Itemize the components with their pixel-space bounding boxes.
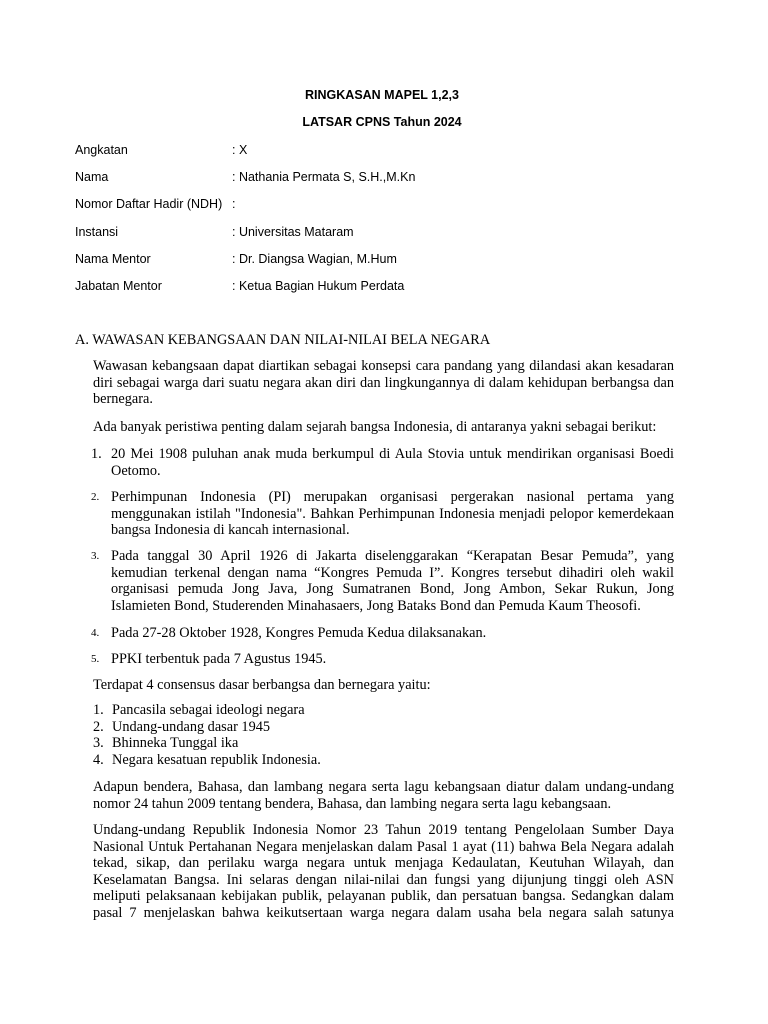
info-label: Jabatan Mentor — [75, 279, 162, 293]
section-heading: A. WAWASAN KEBANGSAAN DAN NILAI-NILAI BELA NEGARA — [75, 332, 491, 348]
consensus-list — [75, 702, 674, 768]
info-value: : — [232, 197, 236, 211]
list-item — [75, 651, 674, 668]
list-number: 1. — [93, 702, 104, 718]
list-number: 4. — [93, 751, 104, 768]
document-title: RINGKASAN MAPEL 1,2,3 — [305, 88, 459, 102]
paragraph-consensus-intro — [93, 677, 674, 694]
info-row-jabatan-mentor — [75, 279, 695, 297]
info-value: : Ketua Bagian Hukum Perdata — [232, 279, 405, 293]
list-number: 4. — [91, 627, 100, 639]
info-label: Instansi — [75, 225, 119, 239]
info-row-angkatan — [75, 143, 695, 161]
paragraph-text: Ada banyak peristiwa penting dalam sejarah bangsa Indonesia, di antaranya yakni sebagai berikut: — [93, 419, 657, 435]
paragraph-text: Terdapat 4 consensus dasar berbangsa dan bernegara yaitu: — [93, 677, 431, 693]
info-value: : Universitas Mataram — [232, 225, 354, 239]
list-number: 2. — [93, 718, 104, 735]
list-item-text: Pada 27-28 Oktober 1928, Kongres Pemuda Kedua dilaksanakan. — [111, 625, 487, 641]
list-number: 3. — [91, 550, 100, 562]
paragraph-bela-negara — [93, 822, 674, 921]
list-item-text: PPKI terbentuk pada 7 Agustus 1945. — [111, 651, 327, 667]
list-item — [75, 489, 674, 539]
info-label: Nama — [75, 170, 109, 184]
list-item-text: Bhinneka Tunggal ika — [112, 735, 239, 751]
list-item — [75, 702, 674, 719]
list-number: 1. — [91, 446, 102, 462]
list-item-text: Pancasila sebagai ideologi negara — [112, 702, 305, 718]
list-number: 3. — [93, 735, 104, 751]
list-item — [75, 548, 674, 614]
paragraph-wawasan — [93, 358, 674, 408]
info-row-nama-mentor — [75, 252, 695, 270]
list-item — [75, 735, 674, 752]
list-number: 5. — [91, 653, 100, 665]
info-value: : Dr. Diangsa Wagian, M.Hum — [232, 252, 397, 266]
paragraph-bendera — [93, 779, 674, 812]
info-row-nama — [75, 170, 695, 188]
info-value: : X — [232, 143, 248, 157]
info-label: Angkatan — [75, 143, 128, 157]
info-row-ndh — [75, 197, 695, 215]
info-row-instansi — [75, 225, 695, 243]
list-item-text: 20 Mei 1908 puluhan anak muda berkumpul di Aula Stovia untuk mendirikan organisasi Boedi Oetomo. — [111, 446, 674, 479]
paragraph-text: Wawasan kebangsaan dapat diartikan sebagai konsepsi cara pandang yang dilandasi akan kesadaran diri sebagai warga dari suatu negara akan diri dan lingkungannya di dalam kehidupan berbangsa dan bernegara. — [93, 358, 674, 407]
list-item — [75, 752, 674, 769]
info-label: Nomor Daftar Hadir (NDH) — [75, 197, 223, 211]
paragraph-peristiwa — [93, 419, 674, 436]
paragraph-text: Undang-undang Republik Indonesia Nomor 23 Tahun 2019 tentang Pengelolaan Sumber Daya Nasional Untuk Pertahanan Negara menjelaskan dalam Pasal 1 ayat (11) bahwa Bela Negara adalah tekad, sikap, dan perilaku warga negara untuk menjaga Kedaulatan, Keutuhan Wilayah, dan Keselamatan Bangsa. Ini selaras dengan nilai-nilai dan fungsi yang dijunjung tinggi oleh ASN meliputi pelaksanaan kebijakan publik, pelayanan publik, dan persatuan bangsa. Sedangkan dalam pasal 7 menjelaskan bahwa keikutsertaan warga negara dalam usaha bela negara salah satunya — [93, 822, 674, 921]
list-item — [75, 719, 674, 736]
list-item-text: Perhimpunan Indonesia (PI) merupakan organisasi pergerakan nasional pertama yang menggunakan istilah "Indonesia". Bahkan Perhimpunan Indonesia menjadi pelopor kemerdekaan bangsa Indonesia di kancah internasional. — [111, 489, 674, 538]
paragraph-text: Adapun bendera, Bahasa, dan lambang negara serta lagu kebangsaan diatur dalam undang-undang nomor 24 tahun 2009 tentang bendera, Bahasa, dan lambing negara serta lagu kebangsaan. — [93, 779, 674, 812]
list-item-text: Undang-undang dasar 1945 — [112, 718, 271, 735]
info-value: : Nathania Permata S, S.H.,M.Kn — [232, 170, 416, 184]
list-item — [75, 625, 674, 642]
info-label: Nama Mentor — [75, 252, 151, 266]
document-subtitle: LATSAR CPNS Tahun 2024 — [302, 115, 462, 129]
list-item-text: Negara kesatuan republik Indonesia. — [112, 751, 321, 768]
list-item — [75, 446, 674, 479]
list-number: 2. — [91, 491, 100, 503]
list-item-text: Pada tanggal 30 April 1926 di Jakarta diselenggarakan “Kerapatan Besar Pemuda”, yang kemudian terkenal dengan nama “Kongres Pemuda I”. Kongres tersebut dihadiri oleh wakil organisasi pemuda Jong Java, Jong Sumatranen Bond, Jong Ambon, Sekar Rukun, Jong Islamieten Bond, Studerenden Minahasaers, Jong Bataks Bond dan Pemuda Kaum Theosofi. — [111, 548, 674, 614]
